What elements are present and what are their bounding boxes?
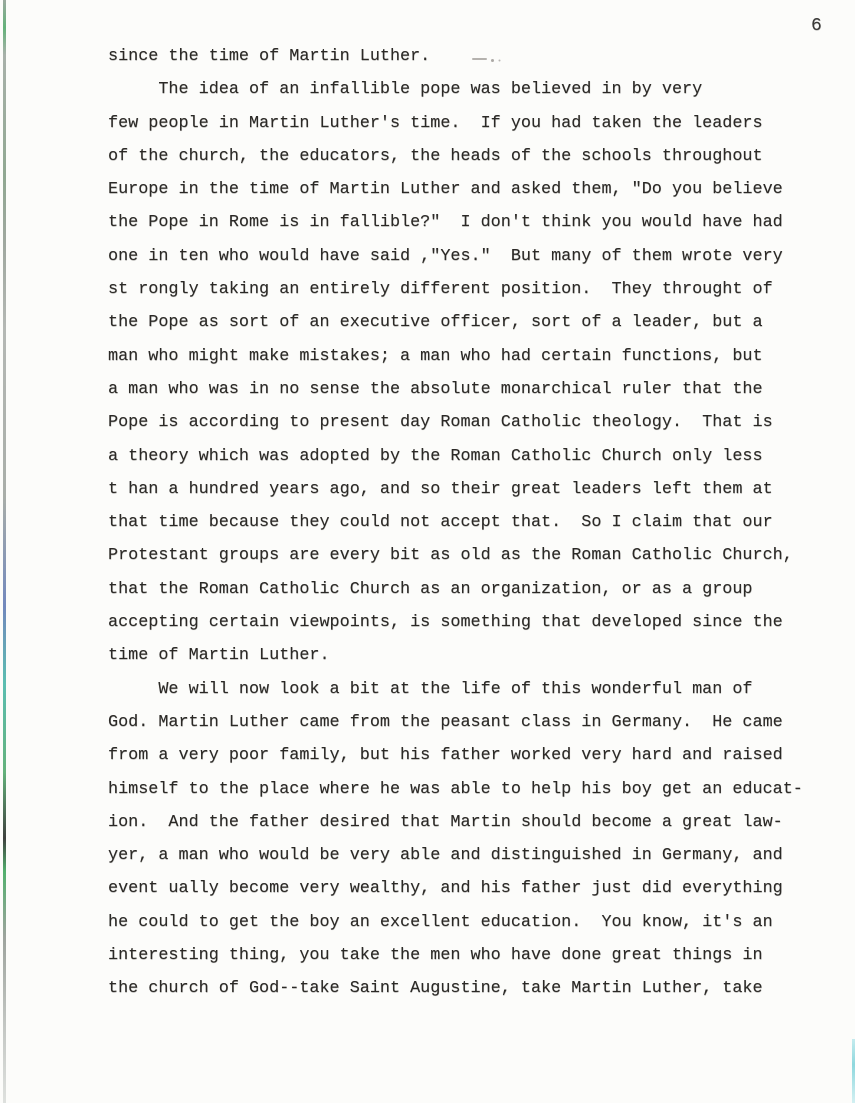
text-line: God. Martin Luther came from the peasant class in Germany. He came [108, 712, 783, 732]
text-line: Europe in the time of Martin Luther and asked them, "Do you believe [108, 180, 783, 200]
text-line: himself to the place where he was able to help his boy get an educat- [108, 779, 803, 799]
text-line: the church of God--take Saint Augustine, take Martin Luther, take [108, 979, 763, 999]
text-line: st rongly taking an entirely different position. They throught of [108, 280, 773, 300]
text-line: time of Martin Luther. [108, 646, 330, 666]
text-line: since the time of Martin Luther. [108, 47, 431, 66]
typewritten-text [108, 40, 803, 1006]
text-line: a man who was in no sense the absolute monarchical ruler that the [108, 379, 763, 399]
text-line: few people in Martin Luther's time. If you had taken the leaders [108, 113, 763, 133]
text-line: yer, a man who would be very able and distinguished in Germany, and [108, 846, 783, 866]
text-line: that the Roman Catholic Church as an organization, or as a group [108, 579, 753, 599]
text-line: t han a hundred years ago, and so their great leaders left them at [108, 479, 773, 499]
text-line: the Pope as sort of an executive officer, sort of a leader, but a [108, 313, 763, 333]
text-line: of the church, the educators, the heads of the schools throughout [108, 146, 763, 166]
text-line: Pope is according to present day Roman Catholic theology. That is [108, 413, 773, 433]
text-line: Protestant groups are every bit as old as the Roman Catholic Church, [108, 546, 793, 566]
text-line: We will now look a bit at the life of this wonderful man of [108, 679, 753, 699]
text-line: a theory which was adopted by the Roman Catholic Church only less [108, 446, 763, 466]
text-line: ion. And the father desired that Martin should become a great law- [108, 812, 783, 832]
text-line: from a very poor family, but his father worked very hard and raised [108, 746, 783, 766]
text-line: interesting thing, you take the men who have done great things in [108, 946, 763, 966]
text-line: event ually become very wealthy, and his father just did everything [108, 879, 783, 899]
text-line: accepting certain viewpoints, is something that developed since the [108, 613, 783, 633]
text-line: he could to get the boy an excellent education. You know, it's an [108, 912, 773, 932]
text-line: The idea of an infallible pope was believed in by very [108, 80, 703, 100]
page-number: 6 [811, 16, 822, 36]
text-line: that time because they could not accept that. So I claim that our [108, 513, 773, 533]
scan-edge-artifact-left [3, 0, 6, 1103]
text-line: the Pope in Rome is in fallible?" I don't think you would have had [108, 213, 783, 233]
text-line: man who might make mistakes; a man who had certain functions, but [108, 346, 763, 366]
text-line: one in ten who would have said ,"Yes." But many of them wrote very [108, 246, 783, 266]
